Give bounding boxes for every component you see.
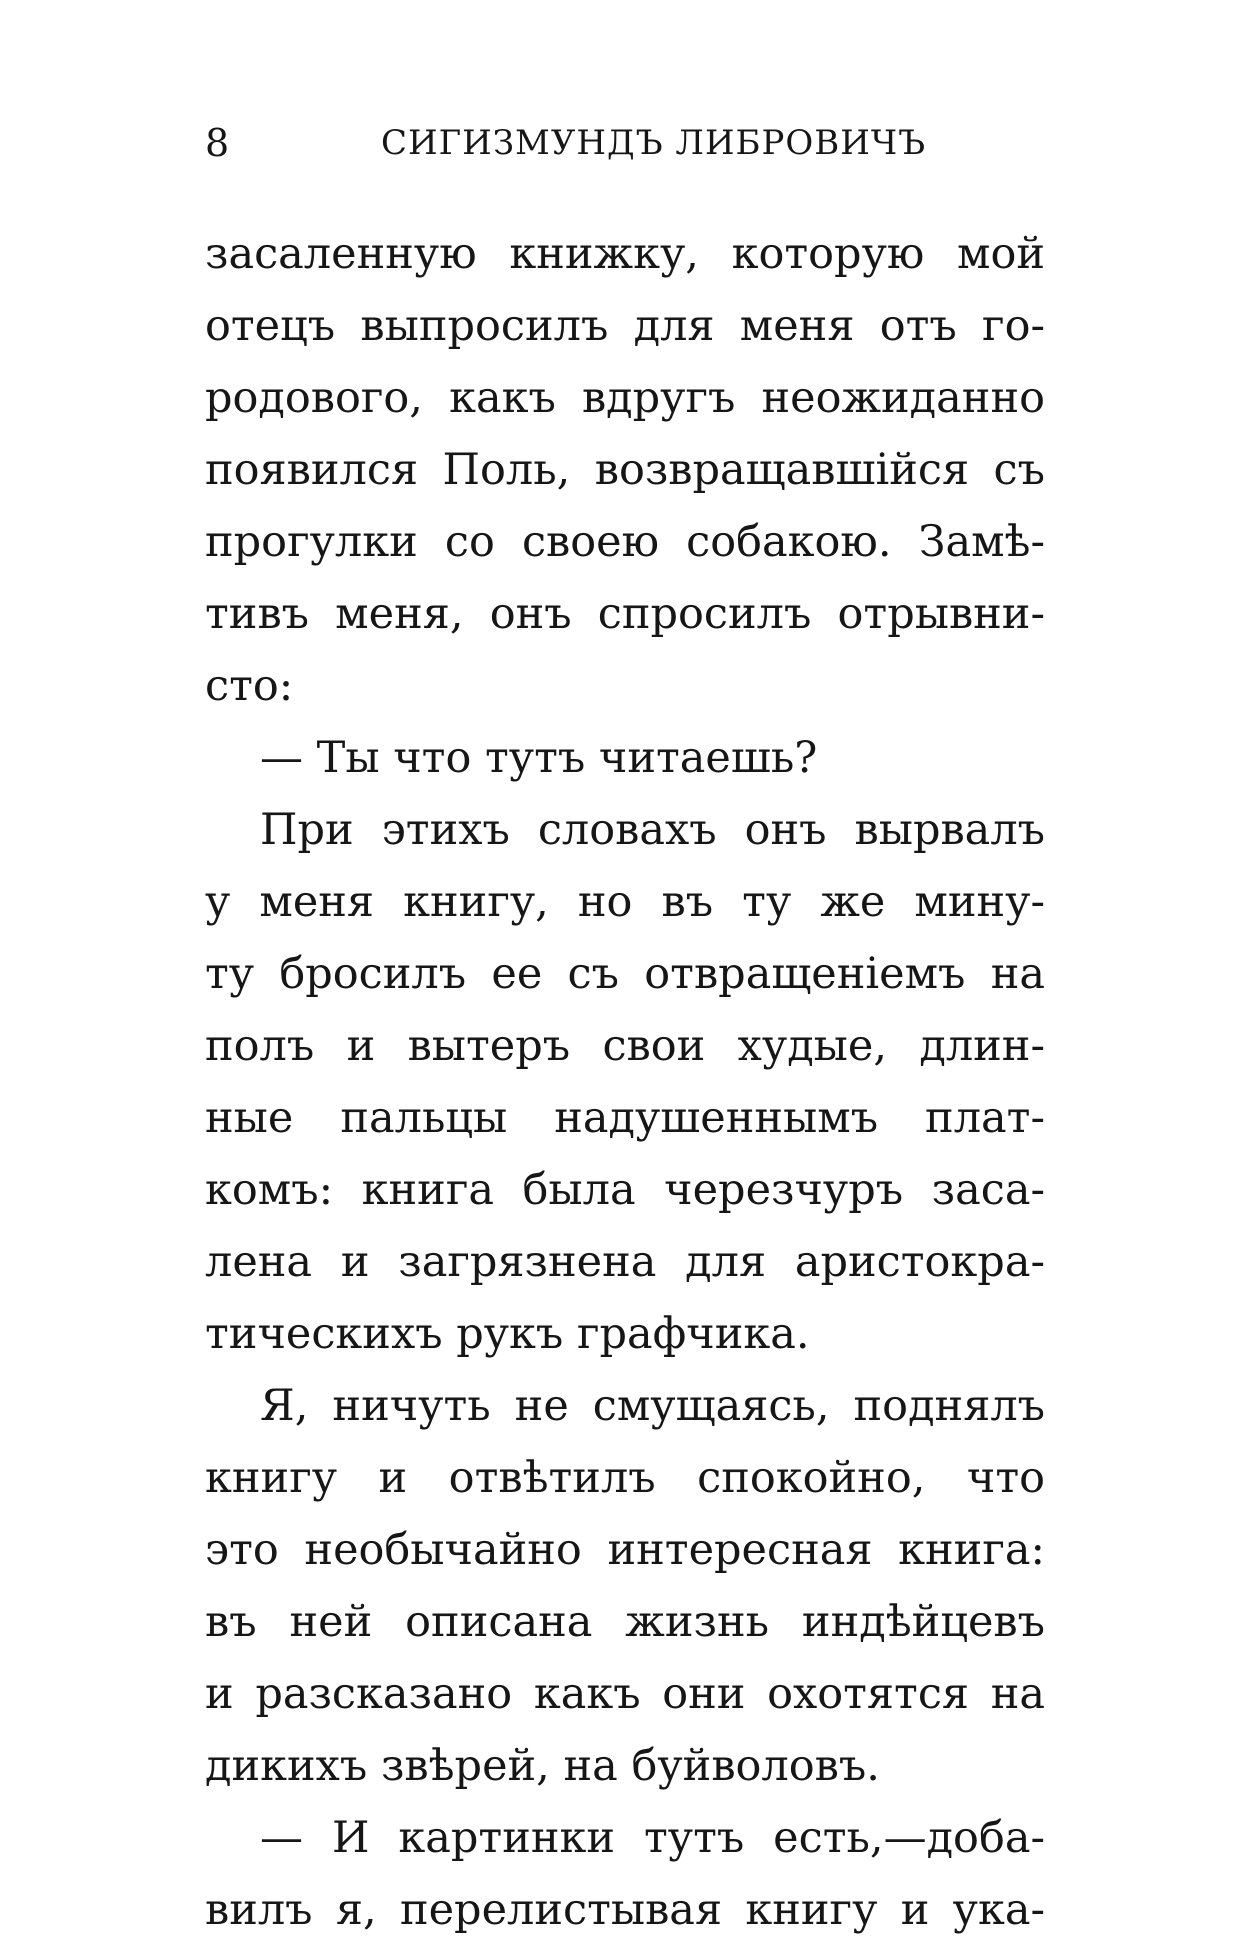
text-line: тивъ меня, онъ спросилъ отрывни- <box>205 589 1045 639</box>
text-line: прогулки со своею собакою. Замѣ- <box>205 517 1045 567</box>
text-line: книгу и отвѣтилъ спокойно, что <box>205 1453 1045 1503</box>
text-line: у меня книгу, но въ ту же мину- <box>205 877 1045 927</box>
text-line: дикихъ звѣрей, на буйволовъ. <box>205 1741 880 1791</box>
page-number: 8 <box>205 121 230 165</box>
text-line: При этихъ словахъ онъ вырвалъ <box>260 805 1045 855</box>
text-line: сто: <box>205 661 294 711</box>
text-line: — И картинки тутъ есть,—доба- <box>260 1813 1045 1863</box>
text-line: засаленную книжку, которую мой <box>205 229 1045 279</box>
text-line: отецъ выпросилъ для меня отъ го- <box>205 301 1045 351</box>
text-line: родового, какъ вдругъ неожиданно <box>205 373 1045 423</box>
text-line: — Ты что тутъ читаешь? <box>260 733 818 783</box>
text-line: ту бросилъ ее съ отвращеніемъ на <box>205 949 1045 999</box>
running-head <box>205 118 1045 168</box>
text-line: вилъ я, перелистывая книгу и ука- <box>205 1885 1045 1935</box>
text-line: Я, ничуть не смущаясь, поднялъ <box>260 1381 1045 1431</box>
text-line: лена и загрязнена для аристокра- <box>205 1237 1045 1287</box>
text-line: появился Поль, возвращавшійся съ <box>205 445 1045 495</box>
text-line: комъ: книга была черезчуръ заса- <box>205 1165 1045 1215</box>
text-line: и разсказано какъ они охотятся на <box>205 1669 1045 1719</box>
text-line: тическихъ рукъ графчика. <box>205 1309 810 1359</box>
text-line: это необычайно интересная книга: <box>205 1525 1045 1575</box>
text-line: въ ней описана жизнь индѣйцевъ <box>205 1597 1045 1647</box>
running-head-author: СИГИЗМУНДЪ ЛИБРОВИЧЪ <box>381 123 927 163</box>
text-line: полъ и вытеръ свои худые, длин- <box>205 1021 1045 1071</box>
text-line: ные пальцы надушеннымъ плат- <box>205 1093 1045 1143</box>
body-text <box>205 218 1045 1946</box>
